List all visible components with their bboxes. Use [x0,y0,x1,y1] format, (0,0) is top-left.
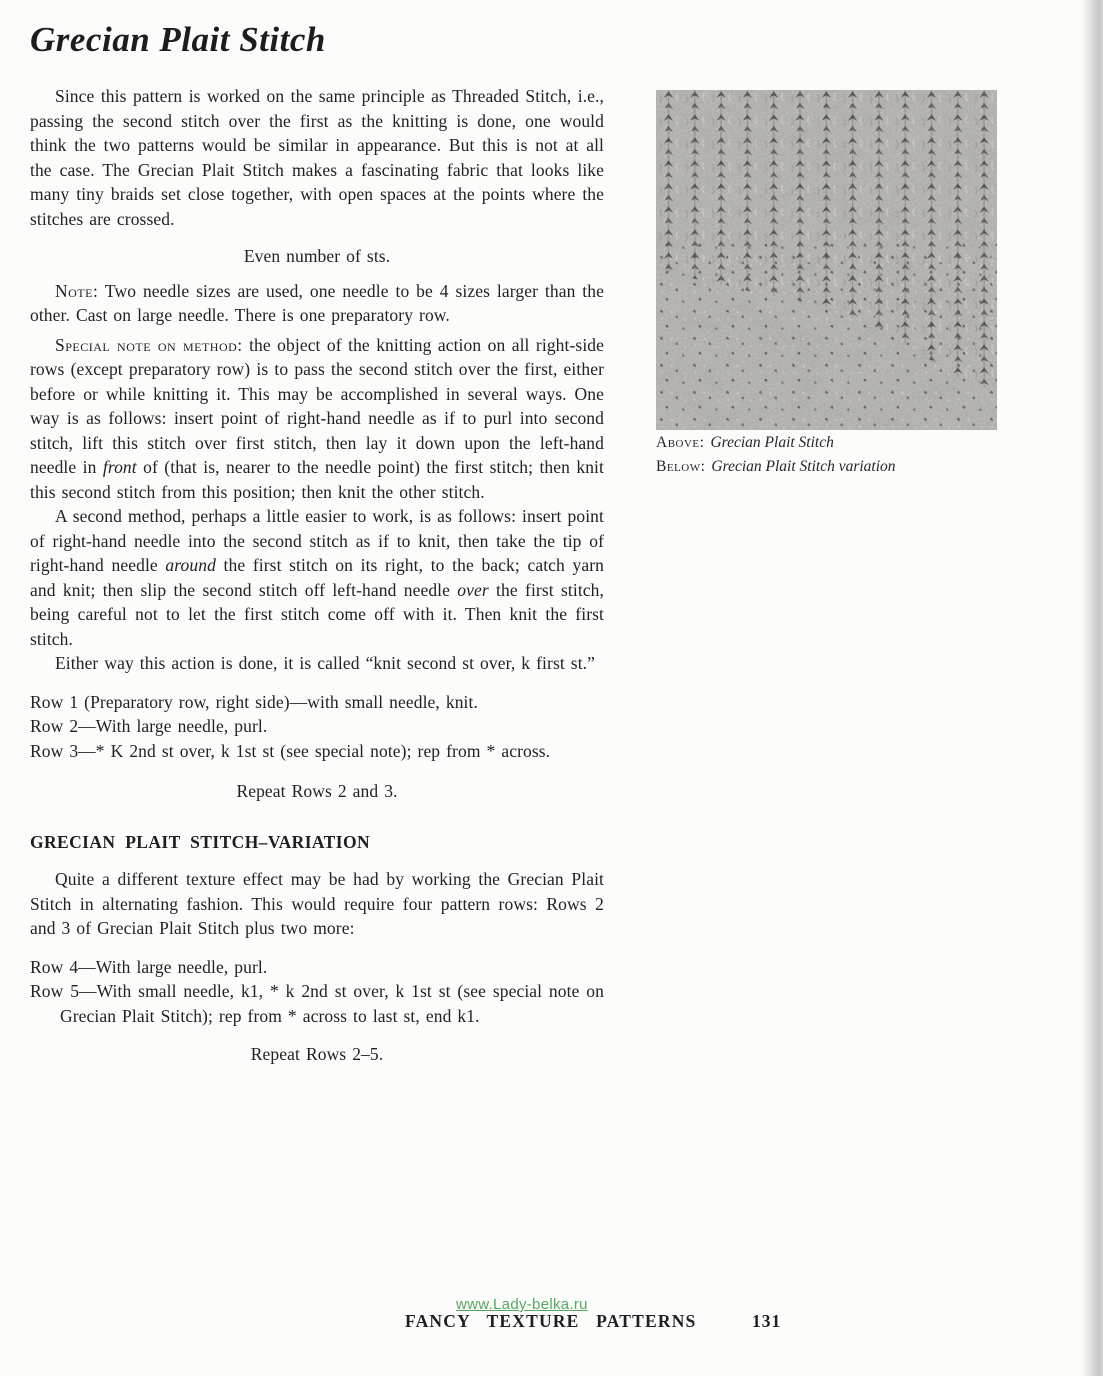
repeat-note-1: Repeat Rows 2 and 3. [236,781,398,801]
special-note-paragraph [30,333,604,505]
footer-section-heading: FANCY TEXTURE PATTERNS [405,1311,697,1331]
caption-above-text: Grecian Plait Stitch [710,434,834,451]
note-paragraph [30,279,604,328]
row-4-instruction: Row 4—With large needle, purl. [30,956,268,977]
second-method-text-3: the first stitch, being careful not to let the first stitch come off with it. Then knit the first stitch. [30,579,604,649]
special-note-text-1: the object of the knitting action on all right-side rows (except preparatory row) is to pass the second stitch over the first, either before or while knitting it. This may be accomplished in several ways. One way is as follows: insert point of right-hand needle as if to purl into second stitch, lift this stitch over first stitch, then lay it down upon the left-hand needle in [30,334,604,477]
knit-swatch-photo [656,90,997,430]
second-method-text-1: A second method, perhaps a little easier to work, is as follows: insert point of right-hand needle into the second stitch as if to knit, then take the tip of right-hand needle [30,506,604,575]
repeat-note-2: Repeat Rows 2–5. [250,1044,384,1064]
caption-above-label: Above: [656,434,705,451]
instruction-rows-variation [30,955,604,1029]
caption-above [656,431,1016,455]
row-1-instruction: Row 1 (Preparatory row, right side)—with small needle, knit. [30,691,478,712]
page-number: 131 [752,1311,782,1331]
second-method-paragraph [30,504,604,651]
caption-below [656,455,1016,479]
page-title: Grecian Plait Stitch [30,20,326,59]
watermark-link: www.Lady-belka.ru [456,1296,588,1313]
second-method-italic-over: over [457,579,489,600]
caption-below-label: Below: [656,457,706,475]
main-text-column [30,84,604,1067]
note-label: Note: [55,280,99,301]
row-2-instruction: Row 2—With large needle, purl. [30,716,268,736]
special-note-label: Special note on method: [55,334,243,355]
row-5-instruction: Row 5—With small needle, k1, * k 2nd st over, k 1st st (see special note on Grecian Plait Stitch); rep from * across to last st, end k1. [30,981,604,1026]
instruction-rows-main [30,690,604,764]
scanned-page-edge [1082,0,1103,1376]
caption-below-text: Grecian Plait Stitch variation [711,457,896,475]
special-note-italic-front: front [102,457,137,477]
variation-paragraph: Quite a different texture effect may be had by working the Grecian Plait Stitch in alternating fashion. This would require four pattern rows: Rows 2 and 3 of Grecian Plait Stitch plus two more: [30,869,604,938]
photo-captions [656,431,1016,478]
knit-swatch-image [656,90,997,430]
intro-paragraph: Since this pattern is worked on the same principle as Threaded Stitch, i.e., passing the second stitch over the first as the knitting is done, one would think the two patterns would be similar in appearance. But this is not at all the case. The Grecian Plait Stitch makes a fascinating fabric that looks like many tiny braids set close together, with open spaces at the points where the stitches are crossed. [30,86,604,229]
special-note-text-2: of (that is, nearer to the needle point) the first stitch; then knit this second stitch from this position; then knit the other stitch. [30,457,604,502]
row-3-instruction: Row 3—* K 2nd st over, k 1st st (see special note); rep from * across. [30,740,551,761]
note-text: Two needle sizes are used, one needle to be 4 sizes larger than the other. Cast on large needle. There is one preparatory row. [30,280,604,325]
either-way-paragraph: Either way this action is done, it is called “knit second st over, k first st.” [55,653,596,673]
variation-heading: GRECIAN PLAIT STITCH–VARIATION [30,831,370,852]
second-method-text-2: the first stitch on its right, to the back; catch yarn and knit; then slip the second stitch off left-hand needle [30,555,604,600]
stitch-count-line: Even number of sts. [243,246,391,266]
second-method-italic-around: around [165,555,216,575]
